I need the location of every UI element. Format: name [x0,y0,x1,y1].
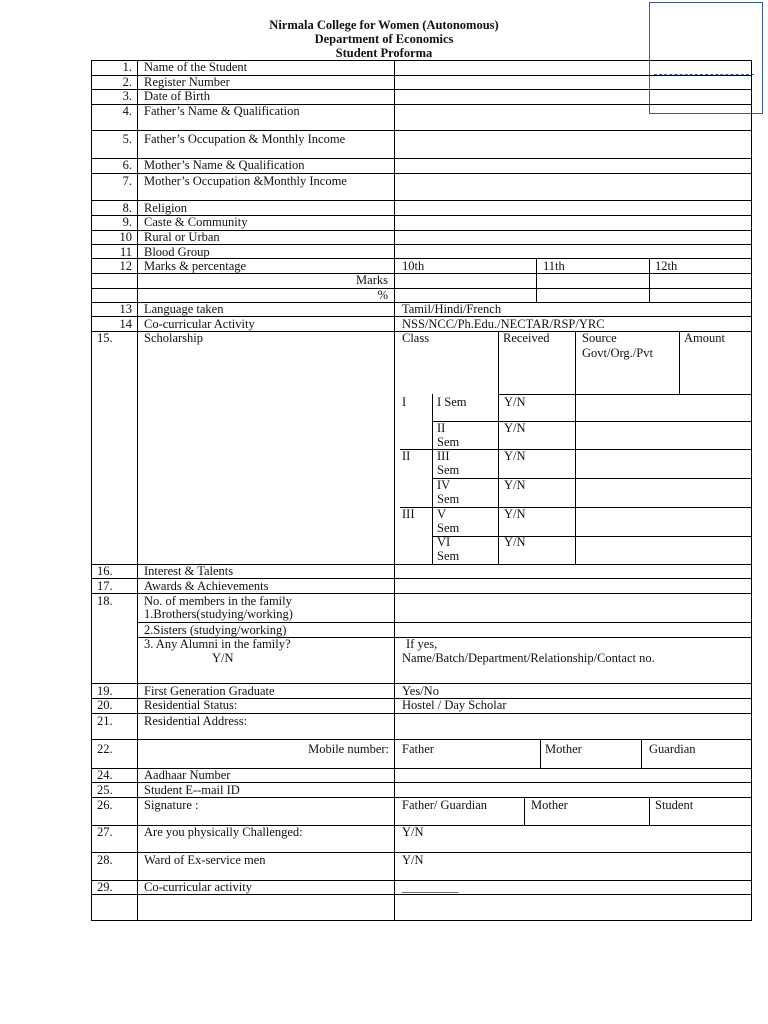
semester-label: II [437,421,446,435]
row-number: 27. [97,825,113,839]
label-cocurricular-activity: Co-curricular activity [144,880,252,894]
semester-label: Sem [437,521,460,535]
row-number: 8. [122,201,132,215]
label-language: Language taken [144,302,224,316]
table-rule [91,894,752,895]
label-interest: Interest & Talents [144,564,234,578]
physically-challenged-yn: Y/N [402,825,424,839]
table-rule [394,637,752,638]
received-yn: Y/N [504,535,526,549]
label-rural-urban: Rural or Urban [144,230,220,244]
row-number: 3. [122,89,132,103]
row-number: 17. [97,579,113,593]
percentage-row-label: % [377,288,388,302]
row-number: 6. [122,158,132,172]
table-rule [575,331,576,565]
label-physically-challenged: Are you physically Challenged: [144,825,303,839]
semester-label: V [437,507,447,521]
label-date-of-birth: Date of Birth [144,89,210,103]
table-rule [91,273,752,274]
label-cocurricular: Co-curricular Activity [144,317,255,331]
row-number: 10 [119,230,132,244]
label-mobile-number: Mobile number: [308,742,389,756]
scholarship-header-class: Class [402,331,430,345]
signature-father-guardian: Father/ Guardian [402,798,488,812]
table-rule [649,797,650,826]
row-number: 5. [122,132,132,146]
semester-label: Sem [437,549,460,563]
cocurricular-blank: _________ [402,880,459,894]
row-number: 21. [97,714,113,728]
table-rule [498,394,752,395]
label-signature: Signature : [144,798,199,812]
year-label: I [402,395,407,409]
label-family-members: No. of members in the family [144,594,292,608]
table-rule [536,258,537,303]
table-rule [641,739,642,769]
college-name: Nirmala College for Women (Autonomous) [269,18,499,32]
table-rule [400,507,752,508]
semester-label: IV [437,478,451,492]
table-rule [432,478,752,479]
received-yn: Y/N [504,478,526,492]
table-rule [91,739,752,740]
signature-mother: Mother [531,798,568,812]
marks-col-12th: 12th [655,259,678,273]
label-father-occupation: Father’s Occupation & Monthly Income [144,132,346,146]
scholarship-header-source: Source [582,331,617,345]
language-options: Tamil/Hindi/French [402,302,502,316]
row-number: 4. [122,104,132,118]
row-number: 29. [97,880,113,894]
table-rule [540,739,541,769]
row-number: 9. [122,215,132,229]
scholarship-header-source-type: Govt/Org./Pvt [582,346,653,360]
row-number: 7. [122,174,132,188]
table-rule [394,60,395,921]
alumni-details: Name/Batch/Department/Relationship/Contact no. [402,651,655,665]
table-rule [751,60,752,921]
label-scholarship: Scholarship [144,331,204,345]
table-rule [498,394,499,565]
received-yn: Y/N [504,507,526,521]
marks-col-10th: 10th [402,259,425,273]
row-number: 26. [97,798,113,812]
label-religion: Religion [144,201,188,215]
alumni-if-yes: If yes, [406,637,438,651]
table-rule [91,60,92,921]
row-number: 12 [119,259,132,273]
semester-label: Sem [437,463,460,477]
signature-student: Student [655,798,694,812]
label-residential-status: Residential Status: [144,698,238,712]
table-rule [91,130,752,131]
label-awards: Awards & Achievements [144,579,269,593]
label-email: Student E--mail ID [144,783,240,797]
table-rule [679,331,680,395]
label-caste: Caste & Community [144,215,248,229]
received-yn: Y/N [504,449,526,463]
row-number: 13 [119,302,132,316]
table-rule [432,394,433,565]
mobile-father: Father [402,742,434,756]
mobile-mother: Mother [545,742,582,756]
year-label: III [402,507,415,521]
semester-label: VI [437,535,451,549]
marks-col-11th: 11th [543,259,565,273]
label-aadhaar: Aadhaar Number [144,768,231,782]
label-register-number: Register Number [144,75,230,89]
row-number: 16. [97,564,113,578]
label-first-generation: First Generation Graduate [144,684,275,698]
received-yn: Y/N [504,421,526,435]
row-number: 2. [122,75,132,89]
table-rule [137,60,138,921]
table-rule [432,536,752,537]
row-number: 11 [119,245,132,259]
label-mother-name: Mother’s Name & Qualification [144,158,305,172]
label-father-name: Father’s Name & Qualification [144,104,300,118]
semester-label: Sem [437,492,460,506]
photo-box[interactable] [649,2,763,114]
form-title: Student Proforma [335,46,433,60]
table-rule [91,920,752,921]
table-rule [498,331,499,395]
department-name: Department of Economics [314,32,454,46]
received-yn: Y/N [504,395,526,409]
residential-options: Hostel / Day Scholar [402,698,507,712]
alumni-yn: Y/N [212,651,234,665]
row-number: 19. [97,684,113,698]
row-number: 15. [97,331,113,345]
label-brothers: 1.Brothers(studying/working) [144,607,293,621]
table-rule [432,421,752,422]
marks-row-label: Marks [356,273,388,287]
row-number: 1. [122,60,132,74]
label-marks: Marks & percentage [144,259,247,273]
scholarship-header-received: Received [503,331,550,345]
semester-label: I Sem [437,395,467,409]
table-rule [91,288,752,289]
table-rule [649,258,650,303]
table-rule [524,797,525,826]
label-alumni: 3. Any Alumni in the family? [144,637,291,651]
row-number: 14 [119,317,132,331]
table-rule [400,449,752,450]
row-number: 20. [97,698,113,712]
semester-label: Sem [437,435,460,449]
activity-options: NSS/NCC/Ph.Edu./NECTAR/RSP/YRC [402,317,605,331]
semester-label: III [437,449,450,463]
row-number: 24. [97,768,113,782]
year-label: II [402,449,411,463]
first-gen-options: Yes/No [402,684,439,698]
row-number: 22. [97,742,113,756]
table-rule [91,200,752,201]
label-mother-occupation: Mother’s Occupation &Monthly Income [144,174,347,188]
row-number: 25. [97,783,113,797]
label-sisters: 2.Sisters (studying/working) [144,623,287,637]
row-number: 18. [97,594,113,608]
ex-service-yn: Y/N [402,853,424,867]
mobile-guardian: Guardian [649,742,696,756]
label-student-name: Name of the Student [144,60,248,74]
row-number: 28. [97,853,113,867]
label-blood-group: Blood Group [144,245,210,259]
label-ex-service: Ward of Ex-service men [144,853,266,867]
scholarship-header-amount: Amount [684,331,725,345]
label-residential-address: Residential Address: [144,714,248,728]
